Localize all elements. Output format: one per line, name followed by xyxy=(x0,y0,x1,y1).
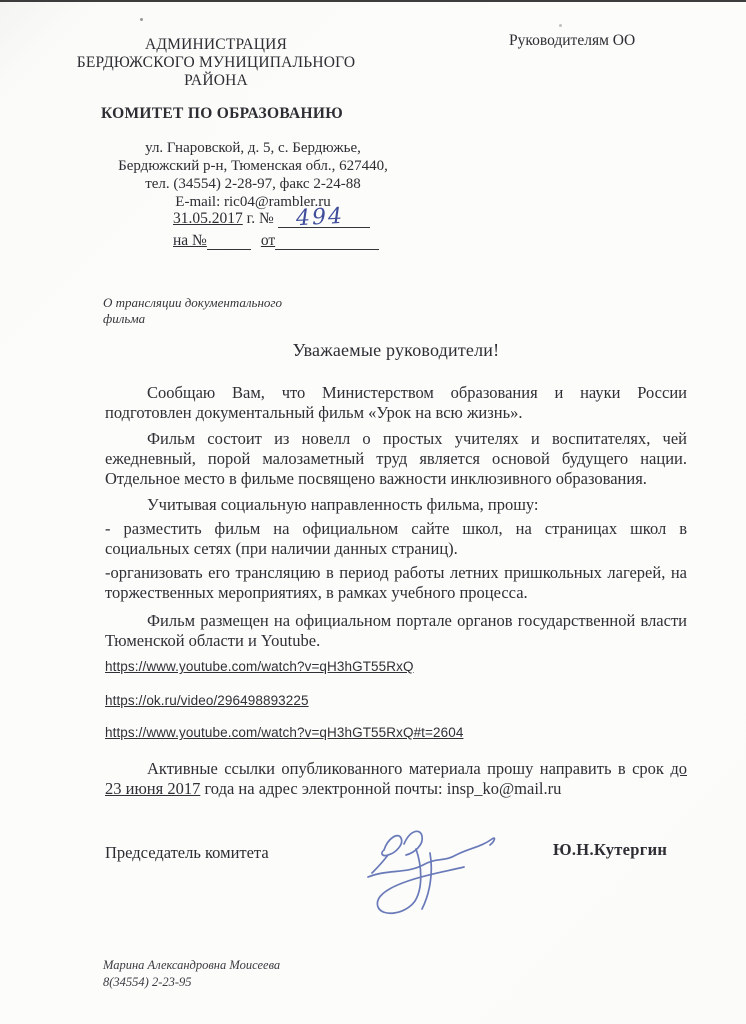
paragraph-film-description: Фильм состоит из новелл о простых учителях и воспитателях, чей ежедневный, порой малозаметный труд является основой будущего нации. Отдельное место в фильме посвящено важности инклюзивного образования. xyxy=(105,429,687,488)
closing-text-start: Активные ссылки опубликованного материала прошу направить в срок xyxy=(147,759,671,778)
number-blank xyxy=(278,203,370,232)
ref-na-label: на № xyxy=(173,232,207,249)
org-line-2: БЕРДЮЖСКОГО МУНИЦИПАЛЬНОГО xyxy=(76,54,356,71)
signer-name: Ю.Н.Кутергин xyxy=(553,840,668,859)
paragraph-announcement: Сообщаю Вам, что Министерством образования и науки России подготовлен документальный фильм «Урок на всю жизнь». xyxy=(105,383,687,422)
letter-date: 31.05.2017 xyxy=(173,210,243,227)
request-item-post-on-sites: - разместить фильм на официальном сайте школ, на страницах школ в социальных сетях (при наличии данных страниц). xyxy=(105,519,687,558)
org-line-1: АДМИНИСТРАЦИЯ xyxy=(144,36,288,53)
scan-speck xyxy=(140,18,143,21)
ref-ot-label: от xyxy=(260,232,276,249)
org-line-3: РАЙОНА xyxy=(184,72,248,89)
paragraph-request-intro: Учитывая социальную направленность фильма, прошу: xyxy=(147,495,539,514)
request-item-broadcast: -организовать его трансляцию в период работы летних пришкольных лагерей, на торжественных мероприятиях, в рамках учебного процесса. xyxy=(105,563,687,602)
date-number-line xyxy=(173,203,370,232)
closing-text-end: года на адрес электронной почты: insp_ko@mail.ru xyxy=(200,779,562,798)
ok-ru-link: https://ok.ru/video/296498893225 xyxy=(105,693,309,708)
subject-line: О трансляции документального фильма xyxy=(103,295,282,326)
organization-name xyxy=(60,36,372,90)
youtube-link-1: https://www.youtube.com/watch?v=qH3hGT55RxQ xyxy=(105,659,414,674)
letter-body xyxy=(105,383,687,805)
youtube-link-2: https://www.youtube.com/watch?v=qH3hGT55RxQ#t=2604 xyxy=(105,725,464,740)
scan-speck xyxy=(559,24,562,27)
scan-edge-top xyxy=(0,0,746,2)
handwritten-letter-number: 494 xyxy=(295,203,345,232)
committee-name: КОМИТЕТ ПО ОБРАЗОВАНИЮ xyxy=(100,105,344,122)
ref-date-blank xyxy=(275,234,379,250)
executor-contact xyxy=(103,957,280,990)
address-region: Бердюжский р-н, Тюменская обл., 627440, xyxy=(118,158,388,174)
address-street: ул. Гнаровской, д. 5, с. Бердюжье, xyxy=(145,140,361,156)
paragraph-film-location: Фильм размещен на официальном портале органов государственной власти Тюменской области и Youtube. xyxy=(105,611,687,650)
signer-position: Председатель комитета xyxy=(105,843,269,862)
salutation: Уважаемые руководители! xyxy=(292,340,500,360)
ref-number-blank xyxy=(207,234,251,250)
executor-name: Марина Александровна Моисеева xyxy=(103,958,281,972)
executor-phone: 8(34554) 2-23-95 xyxy=(103,974,192,989)
paragraph-deadline xyxy=(105,759,687,799)
address-phone: тел. (34554) 2-28-97, факс 2-24-88 xyxy=(145,176,361,192)
recipient-line: Руководителям ОО xyxy=(509,32,636,49)
address-block xyxy=(103,139,403,211)
deadline-date-underlined: до 23 июня 2017 xyxy=(105,759,687,798)
handwritten-signature xyxy=(338,808,503,923)
number-label: г. № xyxy=(242,210,278,227)
reference-line xyxy=(173,232,379,250)
address-email: E-mail: ric04@rambler.ru xyxy=(175,194,331,210)
